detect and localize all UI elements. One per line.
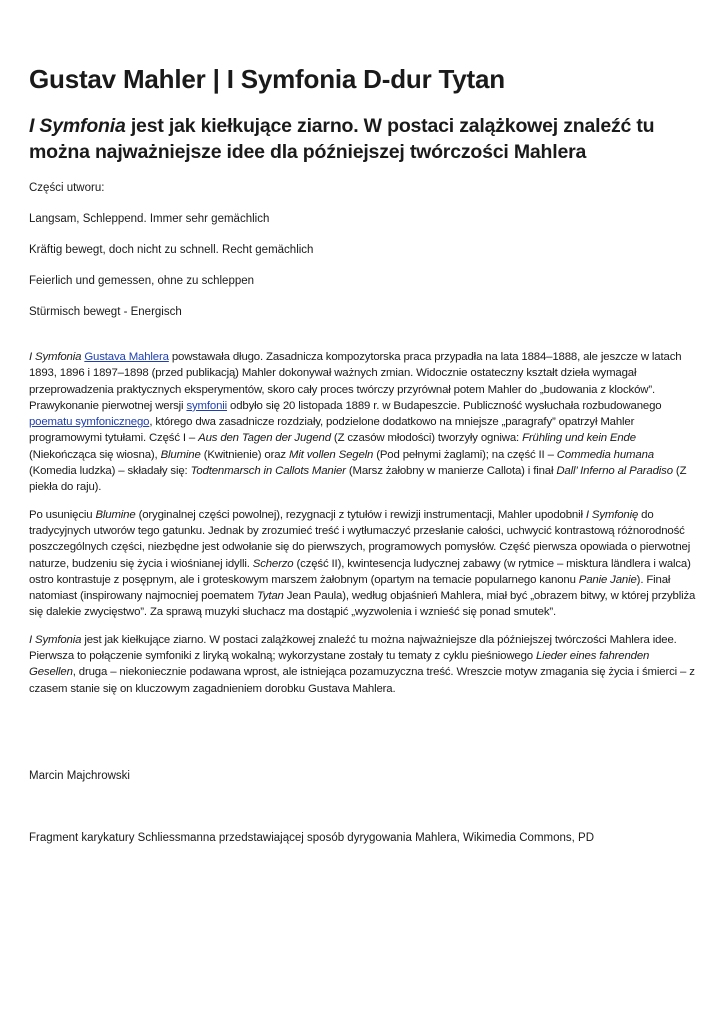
article-body	[29, 349, 697, 708]
page-title: Gustav Mahler | I Symfonia D-dur Tytan	[29, 64, 505, 94]
lead-subtitle-em: I Symfonia	[29, 115, 126, 137]
movements-list	[29, 181, 313, 336]
image-caption: Fragment karykatury Schliessmanna przedstawiającej sposób dyrygowania Mahlera, Wikimedia Commons, PD	[29, 832, 595, 844]
text-run: (Kwitnienie) oraz	[200, 448, 289, 461]
paragraph-revision	[29, 507, 697, 621]
text-italic: Dall’ Inferno al Paradiso	[556, 465, 673, 478]
text-run: (Marsz żałobny w manierze Callota) i finał	[345, 465, 557, 478]
text-run: , którego dwa zasadnicze rozdziały, podzielone dodatkowo na mniejsze „paragrafy” opatrzył Mahler programowymi tytułami. Część I –	[29, 416, 635, 445]
text-italic: Commedia humana	[556, 448, 654, 461]
lead-subtitle-text: jest jak kiełkujące ziarno. W postaci zalążkowej znaleźć tu można najważniejsze idee dla późniejszej twórczości Mahlera	[29, 115, 655, 163]
text-italic: I Symfonia	[29, 351, 82, 363]
paragraph-history	[29, 349, 697, 496]
paragraph-summary	[29, 632, 697, 697]
text-run: (Pod pełnymi żaglami); na część II –	[373, 448, 557, 461]
text-run: do tradycyjnych utworów tego gatunku. Jednak by zrozumieć treść i wytłumaczyć przesłanie całości, uchwycić kontrastową różnorodność poszczególnych części, niezbędne jest odwołanie się do pierwszych, programowych pomysłów. Część pierwsza opowiada o pierwotnej naturze, budzeniu się życia i wiośnianej idylli.	[29, 508, 691, 570]
text-run: odbyło się 20 listopada 1889 r. w Budapeszcie. Publiczność wysłuchała rozbudowanego	[227, 399, 662, 412]
movement-item: Feierlich und gemessen, ohne zu schleppen	[29, 275, 255, 287]
text-run: (Z czasów młodości) tworzyły ogniwa:	[330, 432, 523, 445]
text-italic: Scherzo	[252, 557, 294, 570]
movements-heading: Części utworu:	[29, 182, 105, 194]
link-poemat-symfoniczny[interactable]: poematu symfonicznego	[29, 416, 150, 429]
text-run: powstawała długo. Zasadnicza kompozytorska praca przypadła na lata 1884–1888, ale jeszcze w latach 1893, 1896 i 1897–1898 (przed publikacją) Mahler dokonywał ważnych zmian. Widocznie ostateczny kształt dzieła wymagał przeprowadzenia praktycznych eksperymentów, skoro cały proces twórczy przyrównał potem Mahler do „budowania z klocków”. Prawykonanie pierwotnej wersji	[29, 351, 682, 412]
text-italic: Tytan	[256, 590, 284, 603]
text-italic: I Symfonię	[585, 508, 639, 521]
lead-subtitle	[29, 113, 697, 165]
text-italic: Blumine	[95, 508, 136, 521]
link-symfonii[interactable]: symfonii	[186, 399, 228, 412]
text-run: (oryginalnej części powolnej), rezygnacji z tytułów i rewizji instrumentacji, Mahler upodobnił	[135, 508, 586, 521]
text-italic: Lieder eines fahrenden Gesellen	[29, 650, 650, 679]
movement-item: Langsam, Schleppend. Immer sehr gemächlich	[29, 213, 270, 225]
text-italic: Blumine	[160, 448, 201, 461]
text-run: , druga – niekoniecznie podawana wprost, ale istniejąca pozamuzyczna treść. Wreszcie motyw zmagania się życia i śmierci – z czasem stanie się on kluczowym zagadnieniem dorobku Gustava Mahlera.	[29, 666, 695, 695]
text-run: Po usunięciu	[29, 508, 96, 521]
text-italic: I Symfonia	[29, 633, 82, 646]
movement-item: Stürmisch bewegt - Energisch	[29, 306, 182, 318]
author-name: Marcin Majchrowski	[29, 770, 130, 782]
text-italic: Mit vollen Segeln	[289, 448, 374, 461]
text-run: (Z piekła do raju).	[29, 465, 687, 494]
text-italic: Aus den Tagen der Jugend	[198, 432, 331, 445]
text-italic: Panie Janie	[578, 573, 637, 586]
link-gustav-mahler[interactable]: Gustava Mahlera	[84, 351, 169, 363]
text-italic: Frühling und kein Ende	[522, 432, 636, 445]
text-run: ). Finał natomiast (inspirowany najmocniej poematem	[29, 573, 671, 603]
text-run: (Komedia ludzka) – składały się:	[29, 465, 191, 478]
movement-item: Kräftig bewegt, doch nicht zu schnell. Recht gemächlich	[29, 244, 314, 256]
text-italic: Todtenmarsch in Callots Manier	[190, 465, 346, 478]
text-run: (Niekończąca się wiosna),	[29, 448, 161, 461]
text-run: jest jak kiełkujące ziarno. W postaci zalążkowej znaleźć tu można najważniejsze dla późniejszej twórczości Mahlera idee. Pierwsza to połączenie symfoniki z liryką wokalną; wykorzystane zostały tu tematy z cyklu pieśniowego	[29, 633, 677, 663]
text-run: (część II), kwintesencja ludycznej zabawy (w rytmice – misktura ländlera i walca) ostro kontrastuje z posępnym, ale i groteskowym marszem żałobnym (opartym na temacie popularnego kanonu	[29, 557, 691, 586]
text-run: Jean Paula), według objaśnień Mahlera, miał być „obrazem bitwy, w której przybliża się dalekie zwycięstwo”. Za sprawą muzyki słuchacz ma dostąpić „wyzwolenia i wznieść się ponad smutek”.	[29, 590, 696, 619]
